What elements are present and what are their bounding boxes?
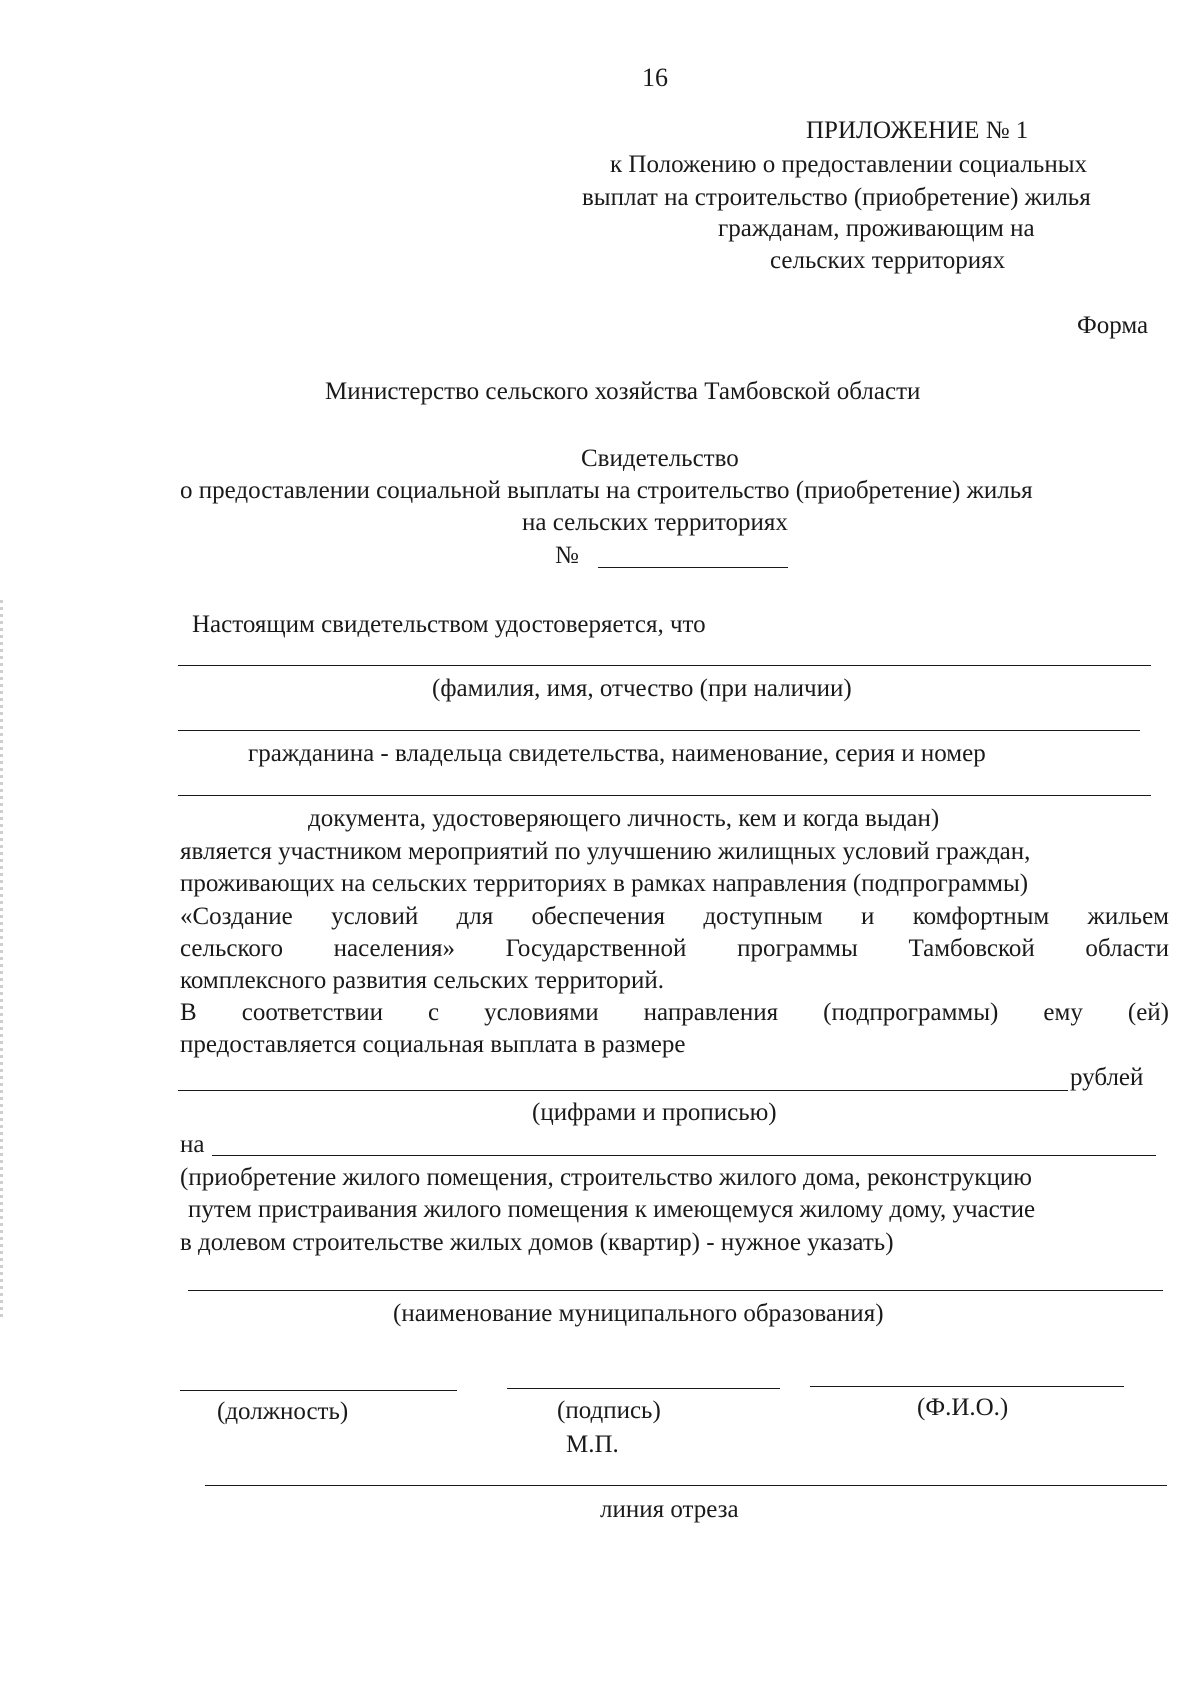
citizen-blank [178, 730, 1140, 731]
appendix-line-3: гражданам, проживающим на [718, 215, 1035, 242]
fio-blank [178, 665, 1151, 666]
intro-text: Настоящим свидетельством удостоверяется, что [192, 611, 706, 638]
document-blank [178, 795, 1151, 796]
purpose-line-2: путем пристраивания жилого помещения к имеющемуся жилому дому, участие [188, 1196, 1036, 1223]
scan-edge-artifact [0, 600, 3, 1320]
paragraph-1-line-3: «Создание условий для обеспечения доступным и комфортным жильем [180, 903, 1169, 930]
purpose-line-1: (приобретение жилого помещения, строительство жилого дома, реконструкцию [180, 1164, 1032, 1191]
signature-blank [507, 1388, 780, 1389]
caption-amount: (цифрами и прописью) [532, 1099, 777, 1126]
amount-blank [178, 1090, 1068, 1091]
certificate-number-label: № [555, 542, 579, 569]
position-blank [180, 1390, 457, 1391]
paragraph-1-line-5: комплексного развития сельских территорий. [180, 967, 665, 994]
stamp-label: М.П. [566, 1431, 619, 1458]
na-label: на [180, 1131, 205, 1158]
caption-signature: (подпись) [557, 1397, 661, 1424]
paragraph-1-line-2: проживающих на сельских территориях в рамках направления (подпрограммы) [180, 870, 1029, 897]
ministry-name: Министерство сельского хозяйства Тамбовской области [325, 378, 921, 405]
fio-signature-blank [810, 1386, 1124, 1387]
rubles-label: рублей [1070, 1064, 1144, 1091]
purpose-blank [212, 1155, 1156, 1156]
cut-line-label: линия отреза [600, 1496, 739, 1523]
municipality-blank [188, 1290, 1163, 1291]
appendix-line-2: выплат на строительство (приобретение) жилья [582, 184, 1091, 211]
paragraph-2-line-2: предоставляется социальная выплата в размере [180, 1031, 686, 1058]
appendix-title: ПРИЛОЖЕНИЕ № 1 [806, 117, 1029, 144]
certificate-subtitle-1: о предоставлении социальной выплаты на строительство (приобретение) жилья [180, 477, 1033, 504]
paragraph-1-line-1: является участником мероприятий по улучшению жилищных условий граждан, [180, 838, 1031, 865]
page-number: 16 [642, 63, 668, 92]
caption-citizen: гражданина - владельца свидетельства, наименование, серия и номер [248, 740, 986, 767]
paragraph-2-line-1: В соответствии с условиями направления (подпрограммы) ему (ей) [180, 999, 1169, 1026]
appendix-line-4: сельских территориях [770, 247, 1006, 274]
paragraph-1-line-4: сельского населения» Государственной программы Тамбовской области [180, 935, 1169, 962]
caption-fio: (фамилия, имя, отчество (при наличии) [432, 675, 852, 702]
certificate-number-blank [598, 567, 788, 568]
appendix-line-1: к Положению о предоставлении социальных [610, 151, 1088, 178]
cut-line-rule [205, 1485, 1167, 1486]
caption-position: (должность) [217, 1398, 349, 1425]
certificate-subtitle-2: на сельских территориях [522, 509, 788, 536]
purpose-line-3: в долевом строительстве жилых домов (квартир) - нужное указать) [180, 1229, 894, 1256]
caption-document: документа, удостоверяющего личность, кем и когда выдан) [308, 805, 940, 832]
certificate-title: Свидетельство [581, 445, 739, 472]
caption-signature-fio: (Ф.И.О.) [917, 1394, 1009, 1421]
form-label: Форма [1077, 312, 1149, 339]
caption-municipality: (наименование муниципального образования) [393, 1300, 884, 1327]
